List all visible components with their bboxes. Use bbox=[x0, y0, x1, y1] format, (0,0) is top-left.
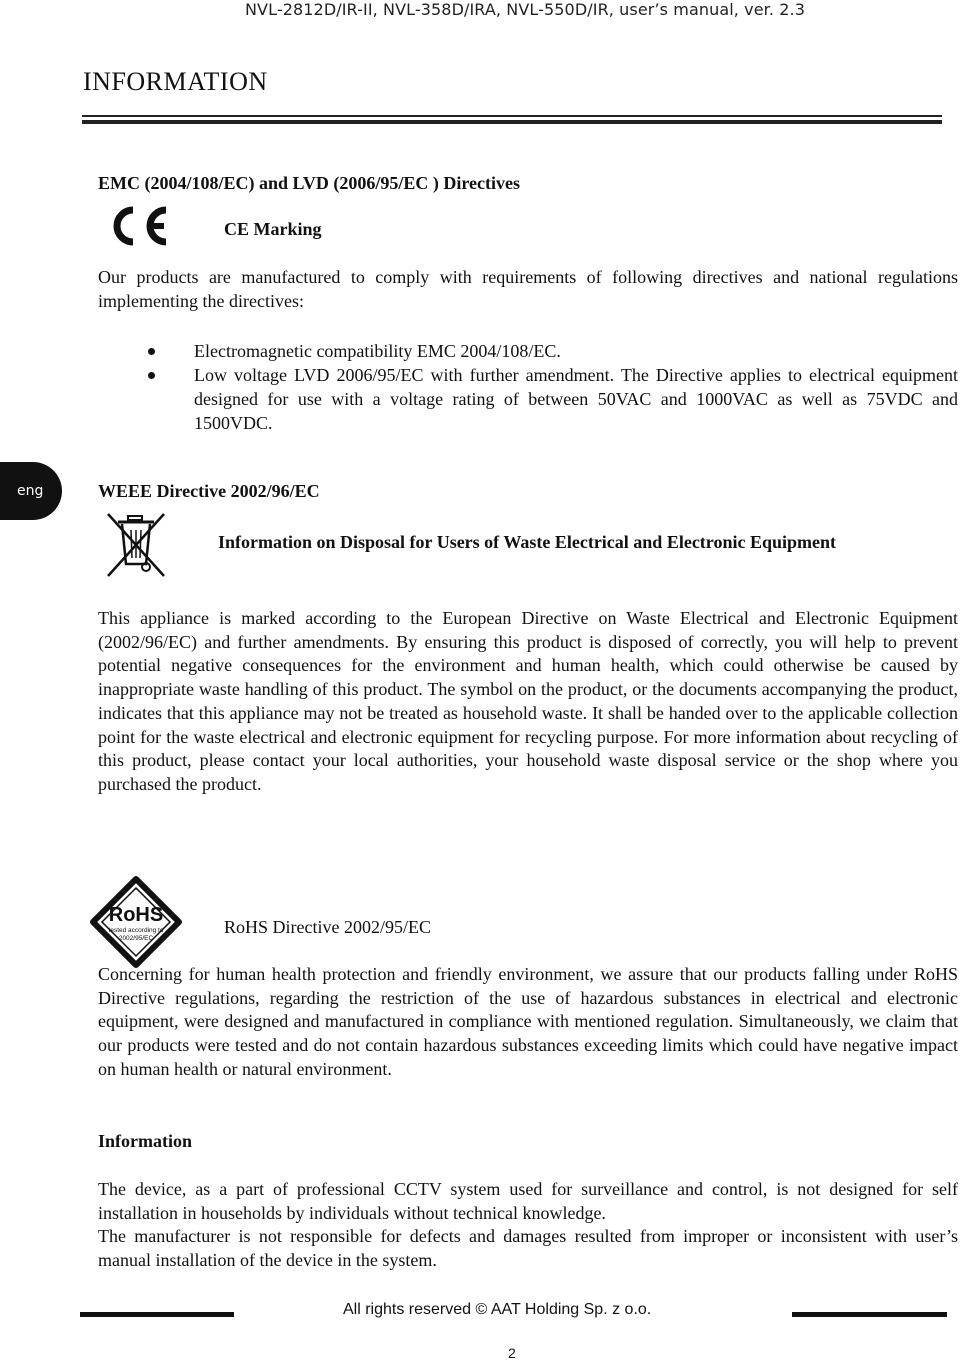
ce-mark-icon bbox=[106, 204, 172, 248]
footer-rule-right bbox=[792, 1312, 947, 1317]
rohs-logo-subtext-2: 2002/95/EC bbox=[118, 935, 154, 942]
page-number: 2 bbox=[508, 1345, 516, 1361]
rohs-logo-text: RoHS bbox=[108, 904, 164, 926]
title-rule-thick bbox=[82, 120, 942, 124]
language-tab bbox=[0, 462, 62, 520]
emc-bullet-list bbox=[148, 339, 958, 435]
bullet-text: Low voltage LVD 2006/95/EC with further amendment. The Directive applies to electrical equipment designed for use with a voltage rating of between 50VAC and 1000VAC as well as 75VDC and 1500VDC. bbox=[194, 365, 958, 433]
crossed-out-bin-icon bbox=[104, 510, 168, 580]
running-header: NVL-2812D/IR-II, NVL-358D/IRA, NVL-550D/IR, user’s manual, ver. 2.3 bbox=[244, 0, 805, 19]
ce-marking-label: CE Marking bbox=[224, 219, 322, 239]
weee-subheading: Information on Disposal for Users of Waste Electrical and Electronic Equipment bbox=[218, 532, 836, 552]
rohs-logo-subtext-1: tested according to bbox=[108, 927, 164, 934]
rohs-heading: RoHS Directive 2002/95/EC bbox=[224, 917, 431, 937]
emc-intro: Our products are manufactured to comply with requirements of following directives and national regulations implementing the directives: bbox=[98, 267, 958, 311]
footer-copyright: All rights reserved © AAT Holding Sp. z o.o. bbox=[343, 1301, 652, 1318]
weee-heading: WEEE Directive 2002/96/EC bbox=[98, 481, 320, 501]
rohs-body: Concerning for human health protection and friendly environment, we assure that our products falling under RoHS Directive regulations, regarding the restriction of the use of hazardous substances in electrical and electronic equipment, were designed and manufactured in compliance with mentioned regulation. Simultaneously, we claim that our products were tested and do not contain hazardous substances exceeding limits which could have negative impact on human health or natural environment. bbox=[98, 964, 958, 1079]
emc-heading: EMC (2004/108/EC) and LVD (2006/95/EC ) Directives bbox=[98, 173, 520, 193]
weee-body: This appliance is marked according to the European Directive on Waste Electrical and Electronic Equipment (2002/96/EC) and further amendments. By ensuring this product is disposed of correctly, you will help to prevent potential negative consequences for the environment and human health, which could otherwise be caused by inappropriate waste handling of this product. The symbol on the product, or the documents accompanying the product, indicates that this appliance may not be treated as household waste. It shall be handed over to the applicable collection point for the waste electrical and electronic equipment for recycling purpose. For more information about recycling of this product, please contact your local authorities, your household waste disposal service or the shop where you purchased the product. bbox=[98, 608, 958, 794]
information-para-2: The manufacturer is not responsible for defects and damages resulted from improper or inconsistent with user’s manual installation of the device in the system. bbox=[98, 1226, 958, 1270]
list-item bbox=[148, 339, 958, 363]
page-title: INFORMATION bbox=[83, 67, 268, 96]
title-rule-thin bbox=[82, 115, 942, 117]
language-tab-label: eng bbox=[17, 483, 44, 499]
list-item bbox=[148, 363, 958, 435]
footer-rule-left bbox=[80, 1312, 234, 1317]
bullet-icon bbox=[148, 348, 155, 355]
rohs-logo bbox=[90, 876, 182, 968]
information-heading: Information bbox=[98, 1131, 192, 1151]
bullet-icon bbox=[148, 372, 155, 379]
information-para-1: The device, as a part of professional CCTV system used for surveillance and control, is not designed for self installation in households by individuals without technical knowledge. bbox=[98, 1179, 958, 1223]
bullet-text: Electromagnetic compatibility EMC 2004/108/EC. bbox=[194, 341, 561, 361]
